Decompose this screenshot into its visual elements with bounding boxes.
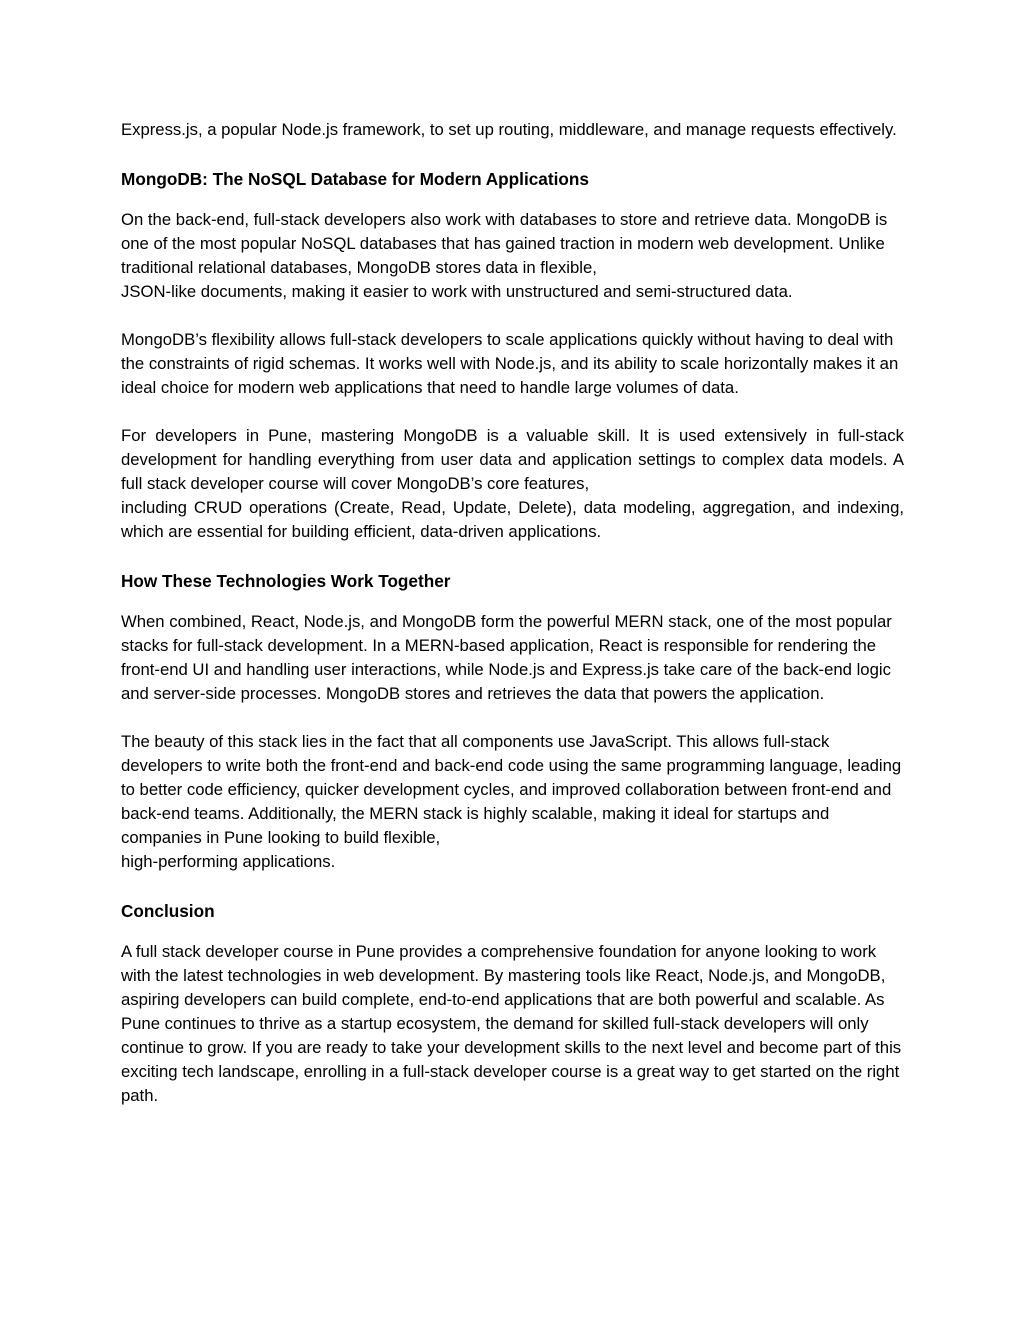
- paragraph-text: A full stack developer course in Pune provides a comprehensive foundation for anyone looking to work with the latest technologies in web development. By mastering tools like React, Node.js, and MongoDB, aspiring developers can build complete, end-to-end applications that are both powerful and scalable. As Pune continues to thrive as a startup ecosystem, the demand for skilled full-stack developers will only continue to grow. If you are ready to take your development skills to the next level and become part of this exciting tech landscape, enrolling in a full-stack developer course is a great way to get started on the right path.: [121, 942, 902, 1105]
- paragraph-text: The beauty of this stack lies in the fact that all components use JavaScript. This allows full-stack developers to write both the front-end and back-end code using the same programming language, leading to better code efficiency, quicker development cycles, and improved collaboration between front-end and back-end teams. Additionally, the MERN stack is highly scalable, making it ideal for startups and companies in Pune looking to build flexible,: [121, 732, 902, 847]
- paragraph-text: including CRUD operations (Create, Read, Update, Delete), data modeling, aggregation, and indexing, which are essential for building efficient, data-driven applications.: [121, 498, 904, 541]
- paragraph-pune-developers: [121, 424, 904, 544]
- paragraph-text: When combined, React, Node.js, and MongoDB form the powerful MERN stack, one of the most popular stacks for full-stack development. In a MERN-based application, React is responsible for rendering the front-end UI and handling user interactions, while Node.js and Express.js take care of the back-end logic and server-side processes. MongoDB stores and retrieves the data that powers the application.: [121, 612, 892, 703]
- section-heading-mongodb: MongoDB: The NoSQL Database for Modern Applications: [121, 169, 589, 189]
- paragraph-conclusion: [121, 940, 904, 1108]
- paragraph-text: Express.js, a popular Node.js framework, to set up routing, middleware, and manage requests effectively.: [121, 120, 897, 139]
- paragraph-text: On the back-end, full-stack developers also work with databases to store and retrieve data. MongoDB is one of the most popular NoSQL databases that has gained traction in modern web development. Unlike traditional relational databases, MongoDB stores data in flexible,: [121, 210, 888, 277]
- paragraph-text: JSON-like documents, making it easier to work with unstructured and semi-structured data.: [121, 282, 793, 301]
- paragraph-mongodb-overview: [121, 208, 904, 304]
- paragraph-mongodb-flexibility: [121, 328, 904, 400]
- paragraph-express-intro: [121, 118, 904, 142]
- paragraph-mern-stack: [121, 610, 904, 706]
- paragraph-text: For developers in Pune, mastering MongoDB is a valuable skill. It is used extensively in full-stack development for handling everything from user data and application settings to complex data models. A full stack developer course will cover MongoDB’s core features,: [121, 426, 904, 493]
- paragraph-text: high-performing applications.: [121, 852, 336, 871]
- paragraph-stack-beauty: [121, 730, 904, 874]
- section-heading-conclusion: Conclusion: [121, 901, 215, 921]
- section-heading-technologies: How These Technologies Work Together: [121, 571, 451, 591]
- document-body: [121, 118, 904, 1108]
- paragraph-text: MongoDB’s flexibility allows full-stack developers to scale applications quickly without having to deal with the constraints of rigid schemas. It works well with Node.js, and its ability to scale horizontally makes it an ideal choice for modern web applications that need to handle large volumes of data.: [121, 330, 899, 397]
